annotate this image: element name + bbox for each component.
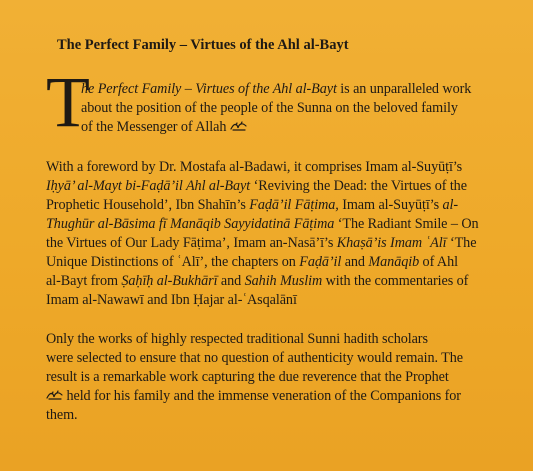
selection-line-2: were selected to ensure that no question of authenticity would remain. The	[46, 350, 463, 366]
chapter-manaqib: Manāqib	[368, 254, 420, 270]
contents-line-6-text-a: Unique Distinctions of ʿAlī’, the chapters on	[46, 254, 300, 270]
contents-line-5	[46, 234, 496, 253]
contents-line-5-text-a: the Virtues of Our Lady Fāṭima’, Imam an-Nasā’ī’s	[46, 235, 337, 251]
contents-line-6	[46, 253, 496, 272]
selection-line-3: result is a remarkable work capturing the due reverence that the Prophet	[46, 369, 449, 385]
contents-line-3	[46, 196, 496, 215]
contents-line-5-text-b: ‘The	[446, 235, 477, 251]
contents-line-6-text-c: of Ahl	[419, 254, 458, 270]
selection-line-4	[46, 387, 496, 406]
honorific-salawat-icon	[46, 390, 63, 401]
work-title-khasais: Khaṣā’is Imam ʿAlī	[336, 235, 447, 251]
contents-line-1: With a foreword by Dr. Mostafa al-Badawi, it comprises Imam al-Suyūṭī’s	[46, 159, 463, 175]
contents-line-4	[46, 215, 496, 234]
contents-line-7	[46, 272, 496, 291]
selection-line-5: them.	[46, 407, 78, 423]
drop-cap: T	[46, 62, 90, 142]
selection-paragraph	[46, 330, 496, 425]
contents-line-2-text: ‘Reviving the Dead: the Virtues of the	[250, 178, 467, 194]
selection-line-4-text: held for his family and the immense veneration of the Companions for	[66, 388, 461, 404]
work-title-fadail-fatima: Faḍā’il Fāṭima,	[249, 197, 339, 213]
contents-line-4-text: ‘The Radiant Smile – On	[334, 216, 479, 232]
chapter-fadail: Faḍā’il	[299, 254, 342, 270]
contents-line-7-text-a: al-Bayt from	[46, 273, 122, 289]
contents-paragraph	[46, 158, 496, 310]
contents-line-3-text-a: Prophetic Household’, Ibn Shahīn’s	[46, 197, 250, 213]
intro-paragraph	[46, 80, 496, 140]
intro-line-2: about the position of the people of the Sunna on the beloved family	[81, 100, 458, 116]
work-title-thughur-start: al-	[442, 197, 459, 213]
intro-line-1-text: is an unparalleled work	[336, 81, 472, 97]
selection-line-1: Only the works of highly respected traditional Sunni hadith scholars	[46, 331, 428, 347]
contents-line-7-text-c: with the commentaries of	[322, 273, 469, 289]
intro-line-3-text: of the Messenger of Allah	[81, 119, 227, 135]
honorific-salawat-icon	[230, 121, 247, 132]
contents-line-7-text-b: and	[217, 273, 245, 289]
intro-line-1	[81, 80, 496, 99]
work-title-ihya: Iḥyā’ al-Mayt bi-Faḍā’il Ahl al-Bayt	[46, 178, 251, 194]
contents-line-2	[46, 177, 496, 196]
intro-line-3	[81, 118, 496, 137]
contents-line-3-text-b: Imam al-Suyūṭī’s	[338, 197, 443, 213]
work-title-bukhari: Ṣaḥīḥ al-Bukhārī	[121, 273, 218, 289]
work-title-muslim: Sahih Muslim	[244, 273, 323, 289]
contents-line-6-text-b: and	[341, 254, 369, 270]
work-title-thughur: Thughūr al-Bāsima fī Manāqib Sayyidatinā Fāṭima	[46, 216, 335, 232]
contents-line-8: Imam al-Nawawī and Ibn Ḥajar al-ʿAsqalānī	[46, 292, 297, 308]
page-title: The Perfect Family – Virtues of the Ahl al-Bayt	[57, 37, 349, 53]
book-title-italic: he Perfect Family – Virtues of the Ahl al-Bayt	[81, 81, 337, 97]
